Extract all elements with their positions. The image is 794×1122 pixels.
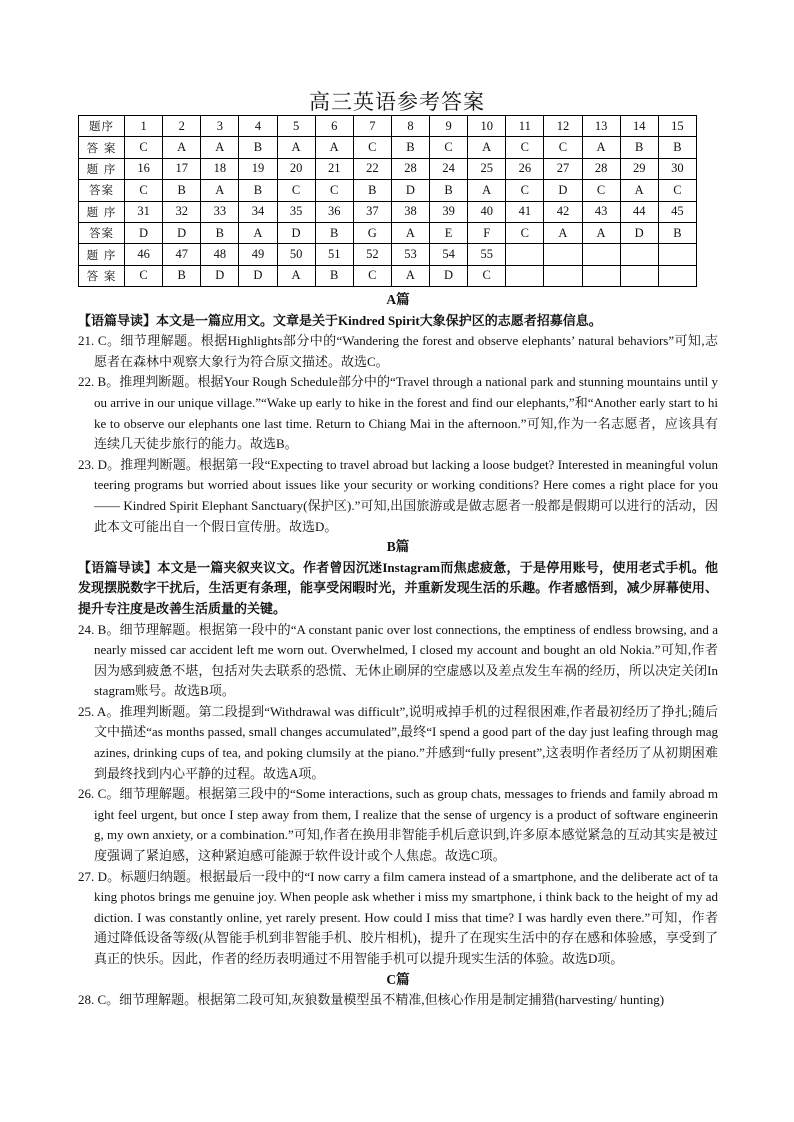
table-cell: B [353,180,391,201]
section-a-guide: 【语篇导读】本文是一篇应用文。文章是关于Kindred Spirit大象保护区的志愿者招募信息。 [78,312,602,328]
table-cell: 47 [163,244,201,265]
table-row [79,244,697,265]
table-cell: A [277,265,315,286]
table-cell: 24 [430,158,468,179]
table-cell: 33 [201,201,239,222]
table-cell: 51 [315,244,353,265]
section-a-heading: A篇 [386,292,410,307]
table-cell: 12 [544,116,582,137]
table-cell: B [239,137,277,158]
answer-explanation: 22. B。推理判断题。根据Your Rough Schedule部分中的“Travel through a national park and stunning mountains until you arrive in our unique village.”“Wake up early to hike in the forest and find our elephants,”和“Another early start to hike to observe our elephants one last time. Return to Chiang Mai in the afternoon.”可知,作为一名志愿者，应该具有连续几天徒步旅行的能力。故选B。 [78,374,718,452]
table-cell: F [468,222,506,243]
answer-explanation: 24. B。细节理解题。根据第一段中的“A constant panic over lost connections, the emptiness of endless browsing, and a nearly missed car accident left me worn out. Overwhelmed, I closed my account and bought an old Nokia.”可知,作者因为感到疲惫不堪，包括对失去联系的恐慌、无休止刷屏的空虚感以及差点发生车祸的经历，所以决定关闭Instagram账号。故选B项。 [78,621,718,699]
table-cell: 44 [620,201,658,222]
section-b-heading: B篇 [386,539,410,555]
table-cell: B [620,137,658,158]
table-cell: 6 [315,116,353,137]
answer-table [78,115,697,287]
table-cell: 50 [277,244,315,265]
table-cell: 2 [163,116,201,137]
table-cell: D [201,265,239,286]
answer-explanation: 27. D。标题归纳题。根据最后一段中的“I now carry a film camera instead of a smartphone, and the deliberate act of taking photos brings me genuine joy. When people ask whether i miss my smartphone, i think back to the height of my addiction. I was constantly online, yet rarely present. How could I miss that time? I was hardly even there.”可知，作者通过降低设备等级(从智能手机到非智能手机、胶片相机)，提升了在现实生活中的存在感和体验感，享受到了真正的快乐。因此，作者的经历表明通过不用智能手机可以提升现实生活的体验。故选D项。 [78,868,718,966]
table-cell: 26 [506,158,544,179]
table-cell: C [430,137,468,158]
table-cell: C [277,180,315,201]
table-cell: C [506,137,544,158]
table-cell: 45 [658,201,696,222]
table-cell: 37 [353,201,391,222]
table-cell: A [391,222,429,243]
page-title: 高三英语参考答案 [309,90,485,114]
table-cell: A [468,180,506,201]
table-cell: 49 [239,244,277,265]
table-cell: 29 [620,158,658,179]
table-cell: 32 [163,201,201,222]
table-cell: 41 [506,201,544,222]
row-label: 答 案 [79,137,125,158]
table-cell: B [163,265,201,286]
answer-explanation: 25. A。推理判断题。第二段提到“Withdrawal was difficult”,说明戒掉手机的过程很困难,作者最初经历了挣扎;随后文中描述“as months passed, small changes accumulated”,最终“I spend a good part of the day just leafing through magazines, drinking cups of tea, and poking clumsily at the piano.”并感到“fully present”,这表明作者经历了从初期困难到最终找到内心平静的过程。故选A项。 [78,703,718,781]
table-row [79,116,697,137]
table-cell: 52 [353,244,391,265]
table-cell: 55 [468,244,506,265]
table-cell: A [391,265,429,286]
table-cell [620,244,658,265]
table-cell: C [544,137,582,158]
table-cell: 38 [391,201,429,222]
table-cell: B [315,265,353,286]
explanations [78,290,718,1011]
table-cell: 31 [125,201,163,222]
answer-explanation: 23. D。推理判断题。根据第一段“Expecting to travel abroad but lacking a loose budget? Interested in meaningful volunteering programs but worried about issues like your security or working conditions? Here comes a right place for you—— Kindred Spirit Elephant Sanctuary(保护区).”可知,出国旅游或是做志愿者一般都是假期可以进行的活动，因此本文可能出自一个假日宣传册。故选D。 [78,456,718,534]
table-cell: 19 [239,158,277,179]
table-cell: 14 [620,116,658,137]
table-cell [620,265,658,286]
table-cell: 3 [201,116,239,137]
answer-explanation: 28. C。细节理解题。根据第二段可知,灰狼数量模型虽不精准,但核心作用是制定捕猎(harvesting/ hunting) [78,992,665,1008]
table-row [79,265,697,286]
table-cell: A [620,180,658,201]
table-cell: A [201,137,239,158]
table-cell: C [582,180,620,201]
table-cell: 27 [544,158,582,179]
table-cell [544,265,582,286]
table-cell: 42 [544,201,582,222]
table-cell: 17 [163,158,201,179]
table-row [79,222,697,243]
table-cell: 13 [582,116,620,137]
table-cell: D [430,265,468,286]
answer-explanation: 26. C。细节理解题。根据第三段中的“Some interactions, such as group chats, messages to friends and family abroad might feel urgent, but once I step away from them, I realize that the sense of urgency is a product of software engineering, my own anxiety, or a combination.”可知,作者在换用非智能手机后意识到,许多原本感觉紧急的互动其实是被过度强调了紧迫感，这种紧迫感可能源于软件设计或个人焦虑。故选C项。 [78,786,718,864]
table-cell: 8 [391,116,429,137]
table-cell: A [582,222,620,243]
table-cell: 18 [201,158,239,179]
table-cell: D [544,180,582,201]
table-cell: 11 [506,116,544,137]
table-cell: 4 [239,116,277,137]
table-cell: A [468,137,506,158]
table-cell: B [239,180,277,201]
table-cell: A [163,137,201,158]
table-cell: D [277,222,315,243]
table-cell: 35 [277,201,315,222]
table-cell [506,265,544,286]
row-label: 答案 [79,180,125,201]
table-row [79,201,697,222]
table-cell [658,244,696,265]
table-cell: D [239,265,277,286]
table-cell: E [430,222,468,243]
table-cell: B [201,222,239,243]
table-cell: B [315,222,353,243]
table-cell: 48 [201,244,239,265]
table-cell: 1 [125,116,163,137]
table-cell: 9 [430,116,468,137]
table-cell [506,244,544,265]
table-cell: C [125,180,163,201]
table-cell: 40 [468,201,506,222]
table-cell: 22 [353,158,391,179]
section-b-guide: 【语篇导读】本文是一篇夹叙夹议文。作者曾因沉迷Instagram而焦虑疲惫，于是停用账号，使用老式手机。他发现摆脱数字干扰后，生活更有条理，能享受闲暇时光，并重新发现生活的乐趣。作者感悟到，减少屏幕使用、提升专注度是改善生活质量的关键。 [78,559,718,616]
table-cell [658,265,696,286]
table-cell: D [125,222,163,243]
table-cell: 5 [277,116,315,137]
table-cell: 28 [582,158,620,179]
table-cell: B [391,137,429,158]
table-cell: D [163,222,201,243]
row-label: 题 序 [79,201,125,222]
table-cell: A [239,222,277,243]
table-cell: C [125,265,163,286]
table-cell: D [620,222,658,243]
table-cell: B [658,222,696,243]
table-cell: 25 [468,158,506,179]
table-cell: 16 [125,158,163,179]
table-cell: 21 [315,158,353,179]
table-cell: 53 [391,244,429,265]
table-cell: C [353,137,391,158]
table-cell [582,244,620,265]
table-cell: 34 [239,201,277,222]
row-label: 题 序 [79,158,125,179]
table-cell: A [544,222,582,243]
table-cell: A [582,137,620,158]
table-cell: B [430,180,468,201]
table-cell: C [353,265,391,286]
table-cell: B [163,180,201,201]
table-cell: 30 [658,158,696,179]
table-cell: C [506,180,544,201]
table-cell: 7 [353,116,391,137]
table-cell: G [353,222,391,243]
table-cell: C [125,137,163,158]
table-row [79,158,697,179]
row-label: 题 序 [79,244,125,265]
row-label: 题序 [79,116,125,137]
table-cell: 20 [277,158,315,179]
table-cell: C [468,265,506,286]
table-cell: 36 [315,201,353,222]
table-cell: 43 [582,201,620,222]
table-row [79,180,697,201]
table-cell: D [391,180,429,201]
table-cell: A [201,180,239,201]
table-cell: 54 [430,244,468,265]
table-cell: 46 [125,244,163,265]
table-cell: C [506,222,544,243]
table-cell [544,244,582,265]
table-row [79,137,697,158]
section-c-heading: C篇 [386,971,410,987]
table-cell: 10 [468,116,506,137]
table-cell: 15 [658,116,696,137]
table-cell: C [315,180,353,201]
table-cell: B [658,137,696,158]
table-cell: A [315,137,353,158]
table-cell: C [658,180,696,201]
table-cell: 39 [430,201,468,222]
table-cell: A [277,137,315,158]
table-cell [582,265,620,286]
table-cell: 28 [391,158,429,179]
answer-explanation: 21. C。细节理解题。根据Highlights部分中的“Wandering the forest and observe elephants’ natural behaviors”可知,志愿者在森林中观察大象行为符合原文描述。故选C。 [78,333,718,369]
row-label: 答案 [79,222,125,243]
row-label: 答 案 [79,265,125,286]
